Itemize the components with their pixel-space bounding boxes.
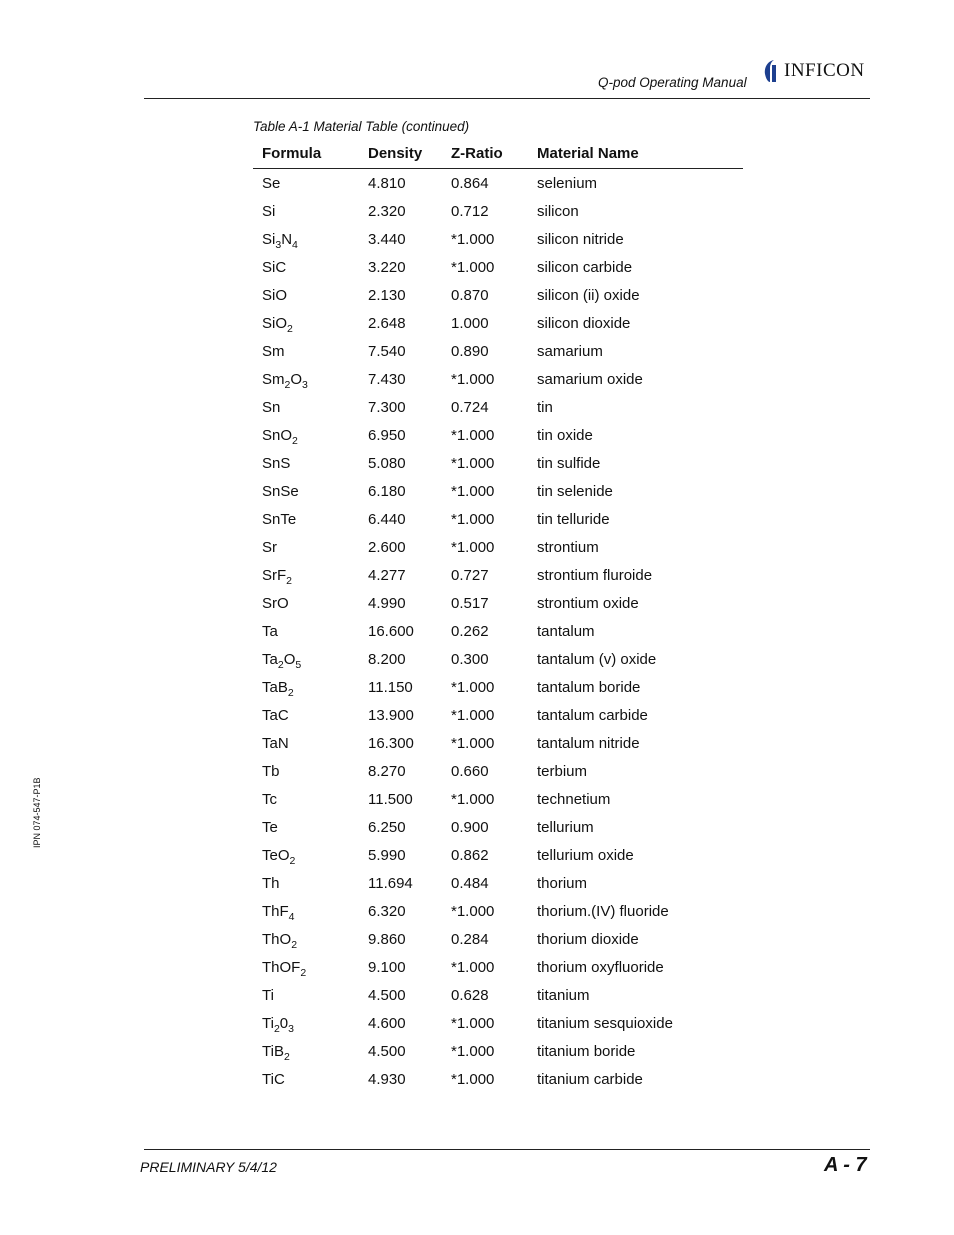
table-row	[253, 841, 743, 869]
table-row	[253, 673, 743, 701]
formula-subscript: 3	[302, 378, 308, 391]
density-cell: 2.320	[368, 202, 406, 220]
z-ratio-cell: 0.284	[451, 930, 489, 948]
formula-symbol: SiC	[262, 258, 287, 276]
density-cell: 4.930	[368, 1070, 406, 1088]
density-cell: 6.320	[368, 902, 406, 920]
z-ratio-cell: *1.000	[451, 482, 495, 500]
footer-rule	[144, 1149, 870, 1150]
formula-symbol: Si	[262, 230, 276, 248]
formula-cell	[253, 589, 359, 617]
z-ratio-cell: 0.890	[451, 342, 489, 360]
formula-symbol: ThF	[262, 902, 289, 920]
material-name-cell: silicon nitride	[537, 230, 624, 248]
column-header-material-name: Material Name	[528, 138, 743, 169]
material-name-cell: terbium	[537, 762, 588, 780]
z-ratio-cell: *1.000	[451, 230, 495, 248]
z-ratio-cell: 0.517	[451, 594, 489, 612]
table-row	[253, 449, 743, 477]
material-name-cell: tin sulfide	[537, 454, 601, 472]
formula-symbol: SrO	[262, 594, 289, 612]
material-table-container	[253, 138, 743, 1093]
formula-symbol: Te	[262, 818, 278, 836]
formula-symbol: Sr	[262, 538, 277, 556]
density-cell: 8.270	[368, 762, 406, 780]
table-row	[253, 785, 743, 813]
table-header-row	[253, 138, 743, 169]
formula-subscript: 4	[292, 238, 298, 251]
column-header-z-ratio: Z-Ratio	[442, 138, 528, 169]
density-cell: 9.100	[368, 958, 406, 976]
formula-cell	[253, 981, 359, 1009]
formula-cell	[253, 505, 359, 533]
density-cell: 16.600	[368, 622, 414, 640]
z-ratio-cell: 0.727	[451, 566, 489, 584]
density-cell: 3.440	[368, 230, 406, 248]
formula-symbol: Ti	[262, 1014, 274, 1032]
material-name-cell: thorium	[537, 874, 588, 892]
material-name-cell: titanium	[537, 986, 590, 1004]
table-row	[253, 421, 743, 449]
formula-subscript: 2	[291, 938, 298, 951]
table-row	[253, 1037, 743, 1065]
formula-symbol: SnS	[262, 454, 291, 472]
density-cell: 5.990	[368, 846, 406, 864]
formula-symbol: Sn	[262, 398, 281, 416]
formula-cell	[253, 869, 359, 897]
formula-cell	[253, 309, 359, 337]
formula-cell	[253, 729, 359, 757]
formula-subscript: 3	[288, 1022, 294, 1035]
density-cell: 6.180	[368, 482, 406, 500]
formula-cell	[253, 533, 359, 561]
formula-cell	[253, 421, 359, 449]
material-table	[253, 138, 743, 1093]
material-name-cell: samarium oxide	[537, 370, 643, 388]
table-row	[253, 645, 743, 673]
formula-symbol: SrF	[262, 566, 287, 584]
table-row	[253, 757, 743, 785]
formula-symbol: Ta	[262, 650, 278, 668]
z-ratio-cell: 0.900	[451, 818, 489, 836]
material-name-cell: strontium oxide	[537, 594, 639, 612]
material-name-cell: silicon (ii) oxide	[537, 286, 640, 304]
material-name-cell: thorium dioxide	[537, 930, 639, 948]
z-ratio-cell: *1.000	[451, 734, 495, 752]
footer-status: PRELIMINARY 5/4/12	[140, 1159, 277, 1175]
formula-symbol: 0	[279, 1014, 289, 1032]
z-ratio-cell: 0.862	[451, 846, 489, 864]
table-row	[253, 169, 743, 198]
table-row	[253, 701, 743, 729]
formula-symbol: TaB	[262, 678, 288, 696]
formula-symbol: TaN	[262, 734, 289, 752]
table-row	[253, 365, 743, 393]
formula-subscript: 2	[284, 378, 291, 391]
table-row	[253, 1009, 743, 1037]
column-header-formula: Formula	[253, 138, 359, 169]
z-ratio-cell: 0.262	[451, 622, 489, 640]
table-row	[253, 337, 743, 365]
formula-symbol: SnTe	[262, 510, 297, 528]
table-row	[253, 617, 743, 645]
formula-symbol: O	[290, 370, 303, 388]
z-ratio-cell: *1.000	[451, 454, 495, 472]
z-ratio-cell: *1.000	[451, 1042, 495, 1060]
formula-subscript: 5	[295, 658, 302, 671]
formula-symbol: O	[283, 650, 296, 668]
formula-subscript: 4	[288, 910, 295, 923]
material-name-cell: titanium carbide	[537, 1070, 643, 1088]
formula-cell	[253, 393, 359, 421]
z-ratio-cell: 0.660	[451, 762, 489, 780]
formula-cell	[253, 337, 359, 365]
z-ratio-cell: *1.000	[451, 790, 495, 808]
density-cell: 4.500	[368, 986, 406, 1004]
table-row	[253, 981, 743, 1009]
header-rule	[144, 98, 870, 99]
formula-cell	[253, 225, 359, 253]
inficon-logo-icon	[762, 59, 782, 83]
material-name-cell: silicon	[537, 202, 579, 220]
formula-symbol: ThO	[262, 930, 292, 948]
z-ratio-cell: 0.300	[451, 650, 489, 668]
material-name-cell: tin telluride	[537, 510, 610, 528]
formula-cell	[253, 925, 359, 953]
formula-cell	[253, 673, 359, 701]
table-row	[253, 393, 743, 421]
table-row	[253, 1065, 743, 1093]
material-name-cell: samarium	[537, 342, 603, 360]
z-ratio-cell: 0.712	[451, 202, 489, 220]
material-name-cell: strontium fluroide	[537, 566, 653, 584]
table-row	[253, 925, 743, 953]
table-row	[253, 505, 743, 533]
formula-cell	[253, 1009, 359, 1037]
formula-subscript: 2	[286, 574, 293, 587]
formula-cell	[253, 1065, 359, 1093]
formula-symbol: Tc	[262, 790, 277, 808]
formula-symbol: ThOF	[262, 958, 301, 976]
density-cell: 7.430	[368, 370, 406, 388]
table-row	[253, 813, 743, 841]
z-ratio-cell: 0.628	[451, 986, 489, 1004]
z-ratio-cell: *1.000	[451, 370, 495, 388]
formula-cell	[253, 281, 359, 309]
z-ratio-cell: *1.000	[451, 706, 495, 724]
table-row	[253, 253, 743, 281]
material-name-cell: selenium	[537, 174, 598, 192]
density-cell: 5.080	[368, 454, 406, 472]
z-ratio-cell: *1.000	[451, 426, 495, 444]
density-cell: 11.500	[368, 790, 413, 808]
table-row	[253, 953, 743, 981]
formula-cell	[253, 757, 359, 785]
formula-cell	[253, 617, 359, 645]
material-name-cell: strontium	[537, 538, 599, 556]
formula-symbol: TiC	[262, 1070, 285, 1088]
density-cell: 6.440	[368, 510, 406, 528]
formula-symbol: SnSe	[262, 482, 299, 500]
formula-cell	[253, 1037, 359, 1065]
z-ratio-cell: *1.000	[451, 958, 495, 976]
density-cell: 11.694	[368, 874, 413, 892]
material-name-cell: tin selenide	[537, 482, 613, 500]
formula-cell	[253, 953, 359, 981]
formula-symbol: TiB	[262, 1042, 284, 1060]
material-name-cell: tin oxide	[537, 426, 593, 444]
table-row	[253, 589, 743, 617]
formula-symbol: Ti	[262, 986, 274, 1004]
formula-subscript: 3	[275, 238, 282, 251]
formula-symbol: SiO	[262, 286, 288, 304]
density-cell: 4.990	[368, 594, 406, 612]
formula-symbol: SnO	[262, 426, 293, 444]
material-name-cell: tin	[537, 398, 553, 416]
formula-symbol: Sm	[262, 342, 285, 360]
density-cell: 13.900	[368, 706, 414, 724]
formula-cell	[253, 813, 359, 841]
z-ratio-cell: *1.000	[451, 1070, 495, 1088]
z-ratio-cell: *1.000	[451, 1014, 495, 1032]
document-part-number: IPN 074-547-P1B	[32, 777, 42, 848]
density-cell: 8.200	[368, 650, 406, 668]
material-name-cell: thorium oxyfluoride	[537, 958, 664, 976]
formula-symbol: Si	[262, 202, 276, 220]
table-row	[253, 197, 743, 225]
table-row	[253, 225, 743, 253]
material-name-cell: silicon dioxide	[537, 314, 631, 332]
running-header-title: Q-pod Operating Manual	[598, 75, 747, 90]
formula-symbol: Ta	[262, 622, 278, 640]
formula-subscript: 2	[287, 686, 294, 699]
table-row	[253, 561, 743, 589]
density-cell: 6.950	[368, 426, 406, 444]
formula-cell	[253, 253, 359, 281]
z-ratio-cell: *1.000	[451, 538, 495, 556]
density-cell: 4.810	[368, 174, 406, 192]
density-cell: 7.300	[368, 398, 406, 416]
density-cell: 9.860	[368, 930, 406, 948]
formula-symbol: Se	[262, 174, 281, 192]
density-cell: 7.540	[368, 342, 406, 360]
z-ratio-cell: 0.484	[451, 874, 489, 892]
density-cell: 3.220	[368, 258, 406, 276]
logo-wordmark: INFICON	[784, 60, 865, 81]
formula-subscript: 2	[277, 658, 284, 671]
formula-subscript: 2	[300, 966, 307, 979]
table-row	[253, 897, 743, 925]
table-row	[253, 869, 743, 897]
formula-cell	[253, 197, 359, 225]
formula-symbol: Tb	[262, 762, 280, 780]
material-name-cell: tantalum (v) oxide	[537, 650, 657, 668]
page-number: A - 7	[824, 1154, 867, 1176]
density-cell: 11.150	[368, 678, 413, 696]
inficon-logo	[762, 58, 865, 84]
z-ratio-cell: *1.000	[451, 510, 495, 528]
formula-subscript: 2	[273, 1022, 280, 1035]
formula-subscript: 2	[292, 434, 298, 447]
formula-cell	[253, 841, 359, 869]
table-row	[253, 533, 743, 561]
formula-symbol: N	[281, 230, 293, 248]
formula-subscript: 2	[287, 322, 293, 335]
density-cell: 4.600	[368, 1014, 406, 1032]
material-name-cell: tantalum	[537, 622, 595, 640]
formula-symbol: SiO	[262, 314, 288, 332]
material-name-cell: tantalum carbide	[537, 706, 648, 724]
formula-cell	[253, 477, 359, 505]
material-name-cell: silicon carbide	[537, 258, 633, 276]
material-name-cell: tantalum boride	[537, 678, 641, 696]
formula-subscript: 2	[289, 854, 296, 867]
column-header-density: Density	[359, 138, 442, 169]
table-row	[253, 477, 743, 505]
formula-cell	[253, 645, 359, 673]
density-cell: 4.277	[368, 566, 406, 584]
density-cell: 4.500	[368, 1042, 406, 1060]
table-body	[253, 169, 743, 1094]
table-caption: Table A-1 Material Table (continued)	[253, 119, 470, 134]
density-cell: 16.300	[368, 734, 414, 752]
formula-cell	[253, 897, 359, 925]
z-ratio-cell: *1.000	[451, 902, 495, 920]
formula-symbol: Sm	[262, 370, 285, 388]
z-ratio-cell: 0.870	[451, 286, 489, 304]
material-name-cell: tantalum nitride	[537, 734, 640, 752]
z-ratio-cell: 0.864	[451, 174, 489, 192]
formula-cell	[253, 449, 359, 477]
formula-symbol: TeO	[262, 846, 290, 864]
density-cell: 6.250	[368, 818, 406, 836]
z-ratio-cell: 1.000	[451, 314, 489, 332]
density-cell: 2.130	[368, 286, 406, 304]
z-ratio-cell: 0.724	[451, 398, 489, 416]
formula-cell	[253, 701, 359, 729]
formula-symbol: TaC	[262, 706, 289, 724]
table-row	[253, 281, 743, 309]
formula-cell	[253, 365, 359, 393]
material-name-cell: titanium boride	[537, 1042, 636, 1060]
table-row	[253, 729, 743, 757]
table-row	[253, 309, 743, 337]
formula-symbol: Th	[262, 874, 280, 892]
material-name-cell: thorium.(IV) fluoride	[537, 902, 669, 920]
density-cell: 2.648	[368, 314, 406, 332]
density-cell: 2.600	[368, 538, 406, 556]
formula-subscript: 2	[283, 1050, 290, 1063]
formula-cell	[253, 169, 359, 198]
formula-cell	[253, 785, 359, 813]
material-name-cell: technetium	[537, 790, 611, 808]
z-ratio-cell: *1.000	[451, 258, 495, 276]
formula-cell	[253, 561, 359, 589]
material-name-cell: tellurium oxide	[537, 846, 634, 864]
material-name-cell: tellurium	[537, 818, 594, 836]
z-ratio-cell: *1.000	[451, 678, 495, 696]
material-name-cell: titanium sesquioxide	[537, 1014, 673, 1032]
